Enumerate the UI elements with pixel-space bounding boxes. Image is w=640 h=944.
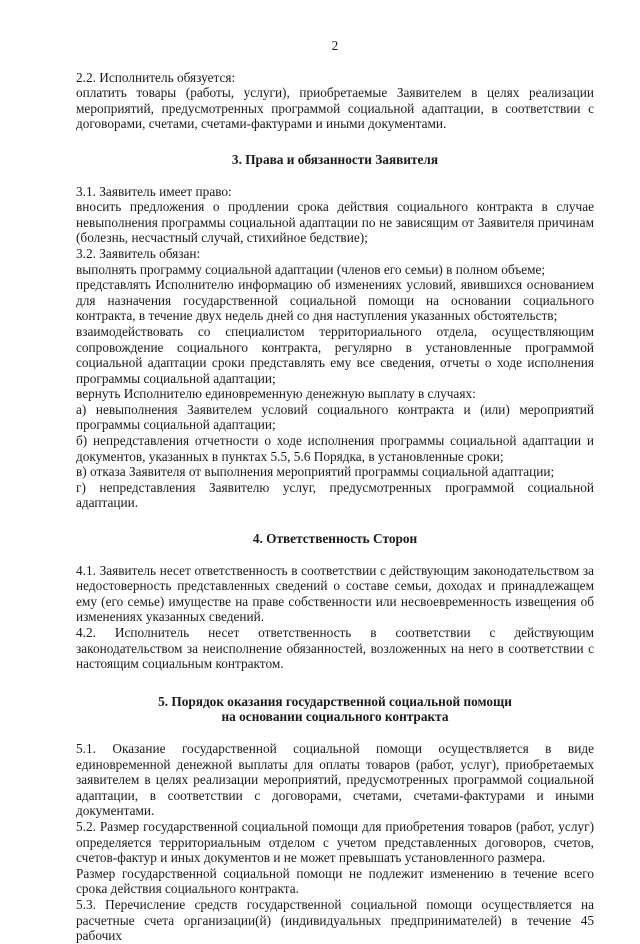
paragraph: в) отказа Заявителя от выполнения мероприятий программы социальной адаптации; [76,464,555,480]
section-3-heading: 3. Права и обязанности Заявителя [231,151,439,167]
paragraph: 3.2. Заявитель обязан: [76,245,201,261]
paragraph: б) непредставления отчетности о ходе исполнения программы социальной адаптации и документов, указанных в пунктах 5.5, 5.6 Порядка, в установленные сроки; [76,433,594,464]
paragraph: 5.2. Размер государственной социальной помощи для приобретения товаров (работ, услуг) определяется территориальным отделом с учетом представленных договоров, счетов, счетов-фактур и иных документов и не может превышать установленного размера. [76,818,594,866]
paragraph: 4.1. Заявитель несет ответственность в соответствии с действующим законодательством за недостоверность представленных сведений о составе семьи, доходах и принадлежащем ему (его семье) имуществе на праве собственности или несвоевременность извещения об изменениях указанных сведений. [76,562,594,625]
section-3-body [76,184,594,511]
paragraph: вносить предложения о продлении срока действия социального контракта в случае невыполнения программы социальной адаптации по не зависящим от Заявителя причинам (болезнь, несчастный случай, стихийное бедствие); [76,199,594,246]
paragraph: 5.3. Перечисление средств государственной социальной помощи осуществляется на расчетные счета организации(й) (индивидуальных предпринимателей) в течение 45 рабочих [76,896,594,944]
page-number: 2 [331,38,339,53]
section-5-heading-line-2: на основании социального контракта [221,709,449,725]
section-4-heading: 4. Ответственность Сторон [252,531,418,547]
paragraph: взаимодействовать со специалистом территориального отдела, осуществляющим сопровождение социального контракта, регулярно в установленные программой социальной адаптации сроки представлять ему все сведения, отчеты о ходе исполнения программы социальной адаптации; [76,323,594,386]
paragraph: вернуть Исполнителю единовременную денежную выплату в случаях: [76,386,476,402]
section-2-continuation [76,70,594,132]
paragraph: 2.2. Исполнитель обязуется: [76,69,236,85]
section-4-body [76,563,594,672]
section-5-heading-line-1: 5. Порядок оказания государственной социальной помощи [158,693,512,709]
paragraph: а) невыполнения Заявителем условий социального контракта и (или) мероприятий программы социальной адаптации; [76,401,594,433]
section-5-body [76,741,594,944]
paragraph: представлять Исполнителю информацию об изменениях условий, явившихся основанием для назначения государственной социальной помощи на основании социального контракта, в течение двух недель дней со дня наступления указанных обстоятельств; [76,277,594,324]
paragraph: выполнять программу социальной адаптации (членов его семьи) в полном объеме; [76,261,546,277]
section-5-heading [76,694,594,725]
paragraph: 4.2. Исполнитель несет ответственность в соответствии с действующим законодательством за неисполнение обязанностей, возложенных на него в соответствии с настоящим социальным контрактом. [76,625,594,672]
paragraph: г) непредставления Заявителю услуг, предусмотренных программой социальной адаптации. [76,479,594,511]
paragraph: Размер государственной социальной помощи не подлежит изменению в течение всего срока действия социального контракта. [76,865,594,897]
paragraph: 3.1. Заявитель имеет право: [76,183,232,199]
paragraph: 5.1. Оказание государственной социальной помощи осуществляется в виде единовременной денежной выплаты для оплаты товаров (работ, услуг), приобретаемых заявителем в целях реализации мероприятий, предусмотренных программой социальной адаптации, в соответствии с договорами, счетами, счетами-фактурами и иными документами. [76,740,594,819]
paragraph: оплатить товары (работы, услуги), приобретаемые Заявителем в целях реализации мероприятий, предусмотренных программой социальной адаптации, в соответствии с договорами, счетами, счетами-фактурами и иными документами. [76,85,594,132]
